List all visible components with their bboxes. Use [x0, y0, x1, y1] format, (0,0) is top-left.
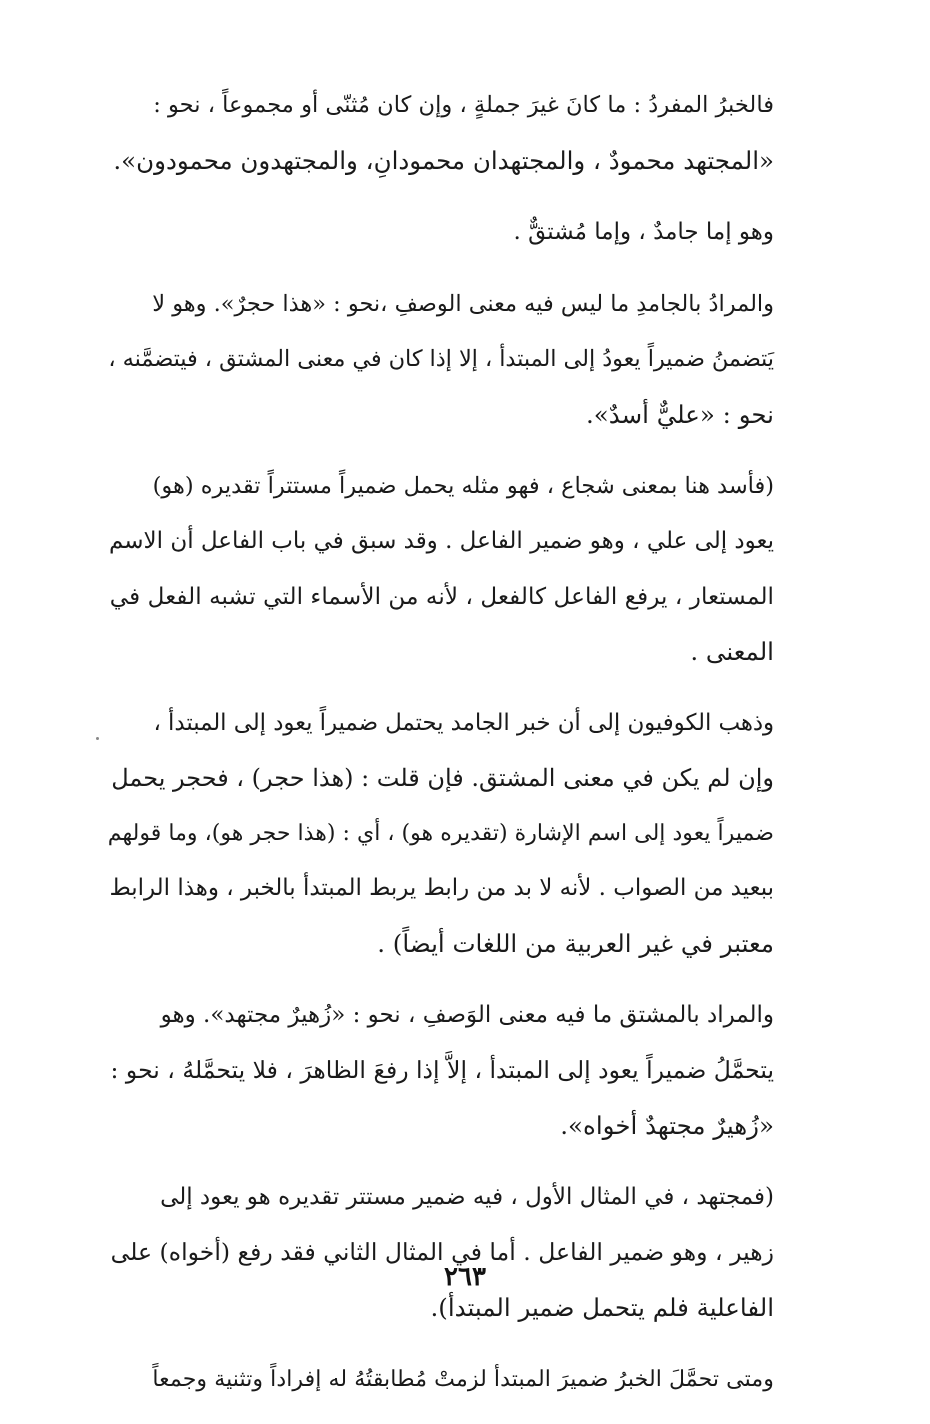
paragraph-jamid-definition	[108, 277, 818, 442]
scan-speck	[96, 737, 99, 740]
text-line: المعنى .	[690, 637, 774, 666]
text-line: وهو إما جامدٌ ، وإما مُشتقٌّ .	[513, 219, 774, 245]
text-line: ضميراً يعود إلى اسم الإشارة (تقديره هو) ، أي : (هذا حجر هو)، وما قولهم	[107, 820, 774, 846]
paragraph-asad-note	[109, 459, 818, 679]
text-line: المستعار ، يرفع الفاعل كالفعل ، لأنه من الأسماء التي تشبه الفعل في	[109, 583, 774, 610]
paragraph-kufiyyun	[107, 696, 818, 971]
text-line: (فأسد هنا بمعنى شجاع ، فهو مثله يحمل ضميراً مستتراً تقديره (هو)	[152, 473, 774, 499]
text-line: والمرادُ بالجامدِ ما ليس فيه معنى الوصفِ ،نحو : «هذا حجرٌ». وهو لا	[152, 291, 774, 317]
text-line: وإن لم يكن في معنى المشتق. فإن قلت : (هذا حجر) ، فحجر يحمل	[111, 764, 774, 792]
text-line: نحو : «عليٌّ أسدٌ».	[585, 400, 774, 429]
paragraph-jamid-mushtaq	[112, 205, 818, 260]
text-line: فالخبرُ المفردُ : ما كانَ غيرَ جملةٍ ، وإن كان مُثنّى أو مجموعاً ، نحو :	[153, 92, 774, 118]
text-line: معتبر في غير العربية من اللغات أيضاً) .	[377, 929, 774, 958]
paragraph-mujtahid-note	[112, 1170, 818, 1335]
text-line: يَتضمنُ ضميراً يعودُ إلى المبتدأ ، إلا إذا كان في معنى المشتق ، فيتضمَّنه ،	[108, 346, 774, 372]
body-text	[107, 78, 818, 1424]
paragraph-khabar-mufrad	[112, 78, 818, 188]
text-line: (فمجتهد ، في المثال الأول ، فيه ضمير مستتر تقديره هو يعود إلى	[160, 1184, 774, 1210]
text-line: ببعيد من الصواب . لأنه لا بد من رابط يربط المبتدأ بالخبر ، وهذا الرابط	[109, 875, 774, 901]
paragraph-mutabaqa	[112, 1352, 818, 1407]
text-line: الفاعلية فلم يتحمل ضمير المبتدأ).	[430, 1293, 774, 1322]
text-line: «المجتهد محمودٌ ، والمجتهدان محمودانِ، والمجتهدون محمودون».	[113, 146, 774, 175]
text-line: ومتى تحمَّلَ الخبرُ ضميرَ المبتدأ لزمتْ مُطابقتُهُ له إفراداً وتثنية وجمعاً	[152, 1366, 774, 1392]
text-line: يتحمَّلُ ضميراً يعود إلى المبتدأ ، إلاَّ إذا رفعَ الظاهرَ ، فلا يتحمَّلهُ ، نحو :	[110, 1056, 774, 1084]
text-line: زهير ، وهو ضمير الفاعل . أما في المثال الثاني فقد رفع (أخواه) على	[110, 1238, 774, 1266]
text-line: والمراد بالمشتق ما فيه معنى الوَصفِ ، نحو : «زُهيرٌ مجتهد». وهو	[160, 1002, 774, 1028]
text-line: يعود إلى علي ، وهو ضمير الفاعل . وقد سبق في باب الفاعل أن الاسم	[109, 528, 774, 554]
paragraph-mushtaq-definition	[112, 988, 818, 1153]
text-line: وذهب الكوفيون إلى أن خبر الجامد يحتمل ضميراً يعود إلى المبتدأ ،	[153, 710, 774, 736]
text-line: «زُهيرٌ مجتهدٌ أخواه».	[560, 1111, 774, 1140]
page-number: ٢٦٣	[444, 1262, 486, 1292]
